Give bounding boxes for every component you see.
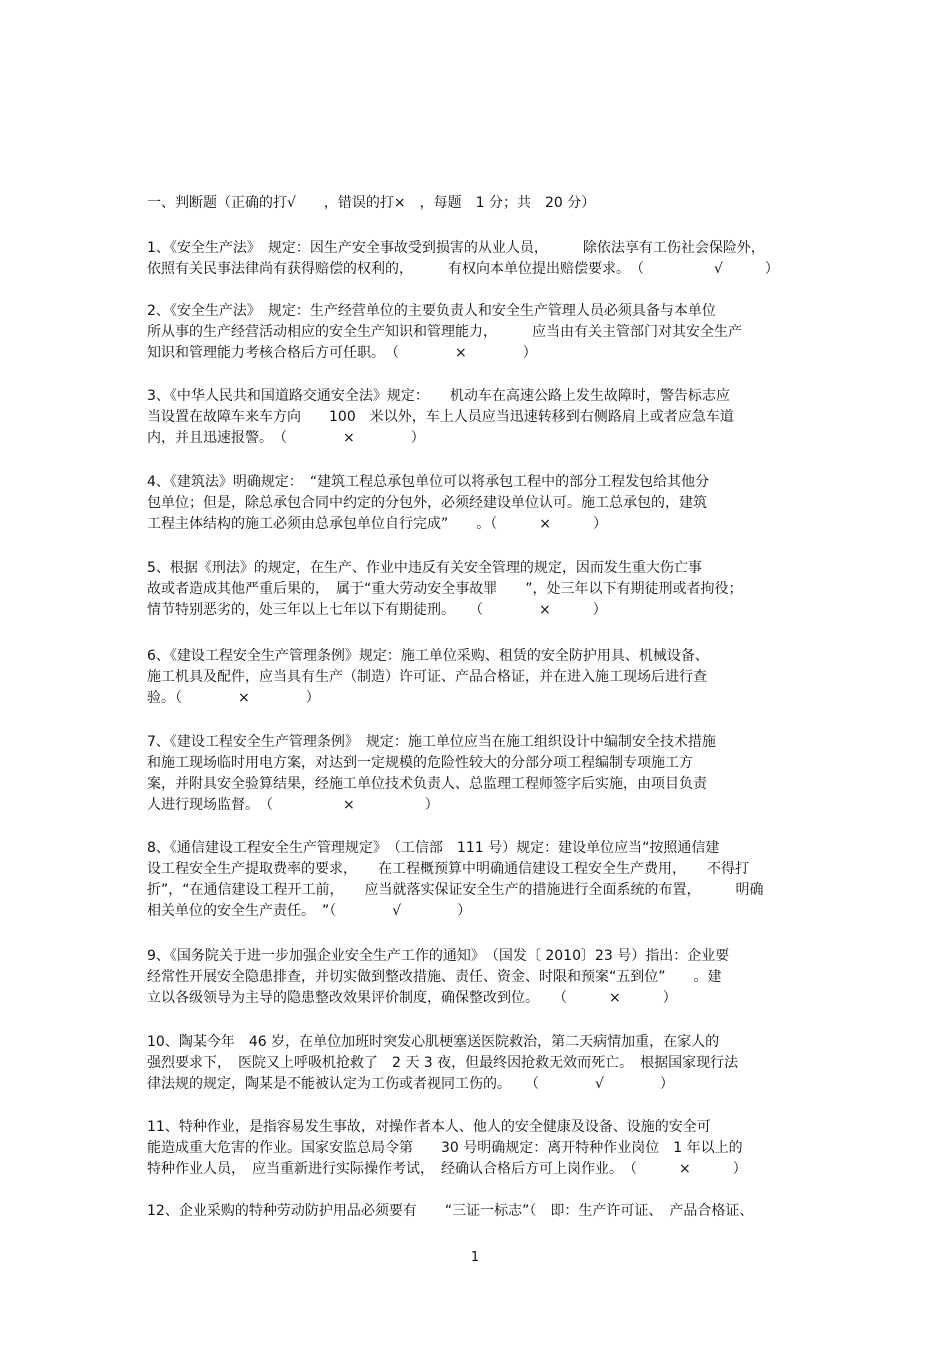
question-text-line: 11、特种作业，是指容易发生事故，对操作者本人、他人的安全健康及设备、设施的安全可 (147, 1119, 711, 1135)
question-text-line: 强烈要求下， 医院又上呼吸机抢救了 2 天 3 夜，但最终因抢救无效而死亡。 根据国家现行法 (147, 1055, 739, 1071)
question-text-line: 验。（ × ） (147, 690, 320, 706)
question-text-line: 立以各级领导为主导的隐患整改效果评价制度，确保整改到位。 （ × ） (147, 990, 677, 1006)
question-text-line: 工程主体结构的施工必须由总承包单位自行完成” 。（ × ） (147, 516, 607, 532)
question-text-line: 9、《国务院关于进一步加强企业安全生产工作的通知》 （国发〔 2010〕23 号）指出：企业要 (147, 948, 730, 964)
question-text-line: 能造成重大危害的作业。国家安监总局令第 30 号明确规定：离开特种作业岗位 1 年以上的 (147, 1140, 743, 1156)
question-text-line: 所从事的生产经营活动相应的安全生产知识和管理能力， 应当由有关主管部门对其安全生产 (147, 324, 742, 340)
question-text-line: 设工程安全生产提取费率的要求， 在工程概预算中明确通信建设工程安全生产费用， 不得打 (147, 861, 749, 877)
question-text-line: 施工机具及配件，应当具有生产（制造）许可证、产品合格证，并在进入施工现场后进行查 (147, 669, 707, 685)
question-text-line: 1、《安全生产法》 规定：因生产安全事故受到损害的从业人员， 除依法享有工伤社会保险外， (147, 240, 765, 256)
question-text-line: 内，并且迅速报警。 （ × ） (147, 430, 425, 446)
page-number: 1 (470, 1250, 480, 1265)
question-text-line: 故或者造成其他严重后果的， 属于“重大劳动安全事故罪 ”，处三年以下有期徒刑或者拘役； (147, 581, 743, 597)
question-text-line: 律法规的规定，陶某是不能被认定为工伤或者视同工伤的。 （ √ ） (147, 1076, 674, 1092)
question-text-line: 特种作业人员， 应当重新进行实际操作考试， 经确认合格后方可上岗作业。 （ × ） (147, 1161, 747, 1177)
question-text-line: 经常性开展安全隐患排查，并切实做到整改措施、责任、资金、时限和预案“五到位” 。建 (147, 969, 722, 985)
question-text-line: 折”，“在通信建设工程开工前， 应当就落实保证安全生产的措施进行全面系统的布置， 明确 (147, 882, 764, 898)
question-text-line: 知识和管理能力考核合格后方可任职。 （ × ） (147, 345, 537, 361)
question-text-line: 2、《安全生产法》 规定：生产经营单位的主要负责人和安全生产管理人员必须具备与本单位 (147, 303, 716, 319)
question-text-line: 情节特别恶劣的，处三年以上七年以下有期徒刑。 （ × ） (147, 602, 607, 618)
section-heading: 一、判断题（正确的打√ ，错误的打× ，每题 1 分；共 20 分） (147, 195, 596, 211)
question-text-line: 3、《中华人民共和国道路交通安全法》规定： 机动车在高速公路上发生故障时，警告标志应 (147, 388, 730, 404)
question-text-line: 4、《建筑法》明确规定： “建筑工程总承包单位可以将承包工程中的部分工程发包给其他分 (147, 474, 710, 490)
question-text-line: 包单位；但是，除总承包合同中约定的分包外，必须经建设单位认可。施工总承包的，建筑 (147, 495, 707, 511)
question-text-line: 案，并附具安全验算结果，经施工单位技术负责人、总监理工程师签字后实施，由项目负责 (147, 776, 707, 792)
question-text-line: 7、《建设工程安全生产管理条例》 规定：施工单位应当在施工组织设计中编制安全技术措施 (147, 734, 716, 750)
question-text-line: 人进行现场监督。 （ × ） (147, 797, 439, 813)
question-text-line: 8、《通信建设工程安全生产管理规定》 （工信部 111 号）规定：建设单位应当“按照通信建 (147, 840, 720, 856)
question-text-line: 12、企业采购的特种劳动防护用品必须要有 “三证一标志”（ 即：生产许可证、 产品合格证、 (147, 1203, 754, 1219)
question-text-line: 相关单位的安全生产责任。 ”（ √ ） (147, 903, 472, 919)
question-text-line: 和施工现场临时用电方案，对达到一定规模的危险性较大的分部分项工程编制专项施工方 (147, 755, 693, 771)
question-text-line: 6、《建设工程安全生产管理条例》规定：施工单位采购、租赁的安全防护用具、机械设备、 (147, 648, 709, 664)
question-text-line: 当设置在故障车来车方向 100 米以外，车上人员应当迅速转移到右侧路肩上或者应急车道 (147, 409, 734, 425)
question-text-line: 10、陶某今年 46 岁，在单位加班时突发心肌梗塞送医院救治，第二天病情加重，在家人的 (147, 1034, 720, 1050)
question-text-line: 5、根据《刑法》的规定，在生产、作业中违反有关安全管理的规定，因而发生重大伤亡事 (147, 560, 702, 576)
question-text-line: 依照有关民事法律尚有获得赔偿的权利的， 有权向本单位提出赔偿要求。 （ √ ） (147, 261, 779, 277)
